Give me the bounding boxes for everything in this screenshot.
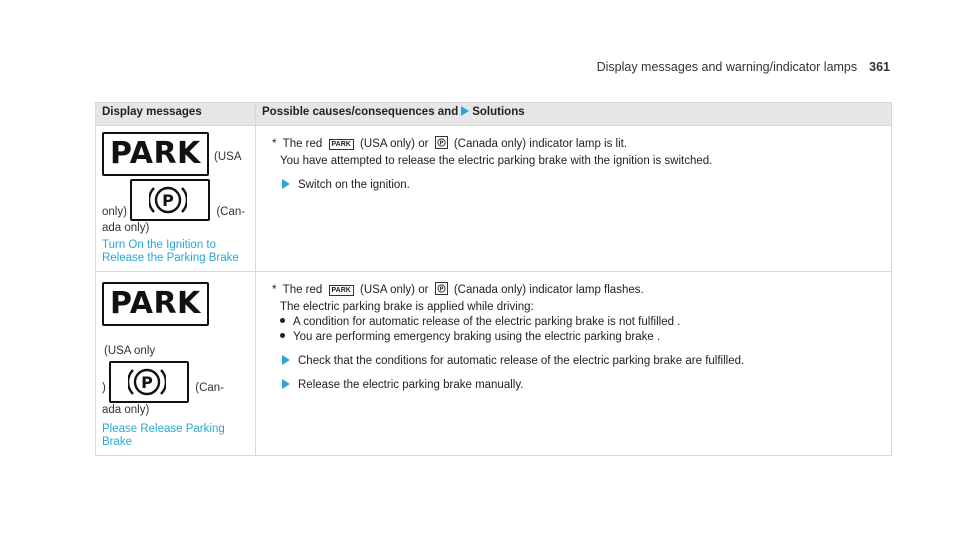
messages-table [95, 102, 892, 456]
cause-bullet-text: You are performing emergency braking using the electric parking brake . [293, 331, 661, 343]
display-message-text-line2: Brake [102, 436, 133, 448]
canada-label: (Can- [216, 206, 246, 218]
cause-intro-part2: (USA only) or [360, 284, 429, 296]
causes-cell [256, 272, 892, 456]
cause-intro-part3: (Canada only) indicator lamp is lit. [453, 138, 628, 150]
cause-bullet-item [272, 330, 881, 345]
column-header-causes-label: Possible causes/consequences and [262, 106, 459, 118]
parking-brake-circle-icon [109, 361, 189, 403]
display-message-cell [96, 126, 256, 272]
solution-text: Switch on the ignition. [298, 179, 410, 191]
canada-label: (Can- [195, 382, 225, 394]
svg-text:P: P [439, 140, 444, 147]
cause-intro-part1: The red [282, 284, 323, 296]
cause-intro-part1: The red [282, 138, 323, 150]
causes-cell [256, 126, 892, 272]
cause-intro [272, 282, 881, 300]
solution-item [272, 178, 881, 193]
solution-text: Release the electric parking brake manually. [298, 379, 524, 391]
bullet-dot-icon [280, 333, 285, 338]
parking-brake-circle-icon [130, 179, 210, 221]
bullet-dot-icon [280, 318, 285, 323]
cause-bullet-item [272, 315, 881, 330]
column-header-display-messages: Display messages [96, 103, 256, 126]
arrow-icon [282, 355, 290, 365]
small-parking-brake-circle-icon [435, 136, 448, 154]
cause-detail: The electric parking brake is applied while driving: [280, 301, 534, 313]
column-header-causes [256, 103, 892, 126]
cause-intro-part2: (USA only) or [360, 138, 429, 150]
usa-label: (USA [214, 151, 242, 163]
cause-intro-part3: (Canada only) indicator lamp flashes. [453, 284, 644, 296]
svg-text:P: P [439, 286, 444, 293]
small-parking-brake-circle-icon [435, 282, 448, 300]
svg-text:P: P [141, 373, 153, 392]
arrow-icon [282, 179, 290, 189]
table-header-row [96, 103, 892, 126]
cause-bullet-text: A condition for automatic release of the electric parking brake is not fulfilled . [293, 316, 681, 328]
cause-intro [272, 136, 881, 154]
small-park-icon: PARK [329, 139, 354, 150]
display-message-text-line2: Release the Parking Brake [102, 252, 239, 264]
star-marker: * [272, 138, 277, 150]
park-brake-icon: PARK [102, 132, 209, 176]
star-marker: * [272, 284, 277, 296]
page-number: 361 [869, 60, 890, 74]
arrow-icon [461, 106, 469, 116]
solution-item [272, 378, 881, 393]
display-message-text-line1: Please Release Parking [102, 423, 225, 435]
page-header [0, 60, 890, 74]
cause-detail: You have attempted to release the electric parking brake with the ignition is switched. [280, 155, 713, 167]
solution-text: Check that the conditions for automatic release of the electric parking brake are fulfilled. [298, 355, 745, 367]
table-row [96, 126, 892, 272]
display-message-text-line1: Turn On the Ignition to [102, 239, 217, 251]
arrow-icon [282, 379, 290, 389]
canada-label-continued: ada only) [102, 404, 150, 416]
park-brake-icon: PARK [102, 282, 209, 326]
column-header-solutions-label: Solutions [472, 106, 525, 118]
svg-text:P: P [162, 191, 175, 210]
display-message-cell [96, 272, 256, 456]
small-park-icon: PARK [329, 285, 354, 296]
table-row [96, 272, 892, 456]
only-label: ) [102, 382, 106, 394]
canada-label-continued: ada only) [102, 222, 150, 234]
page-title: Display messages and warning/indicator lamps [596, 60, 858, 74]
only-label: only) [102, 206, 127, 218]
usa-label: (USA only [104, 345, 156, 357]
solution-item [272, 354, 881, 369]
